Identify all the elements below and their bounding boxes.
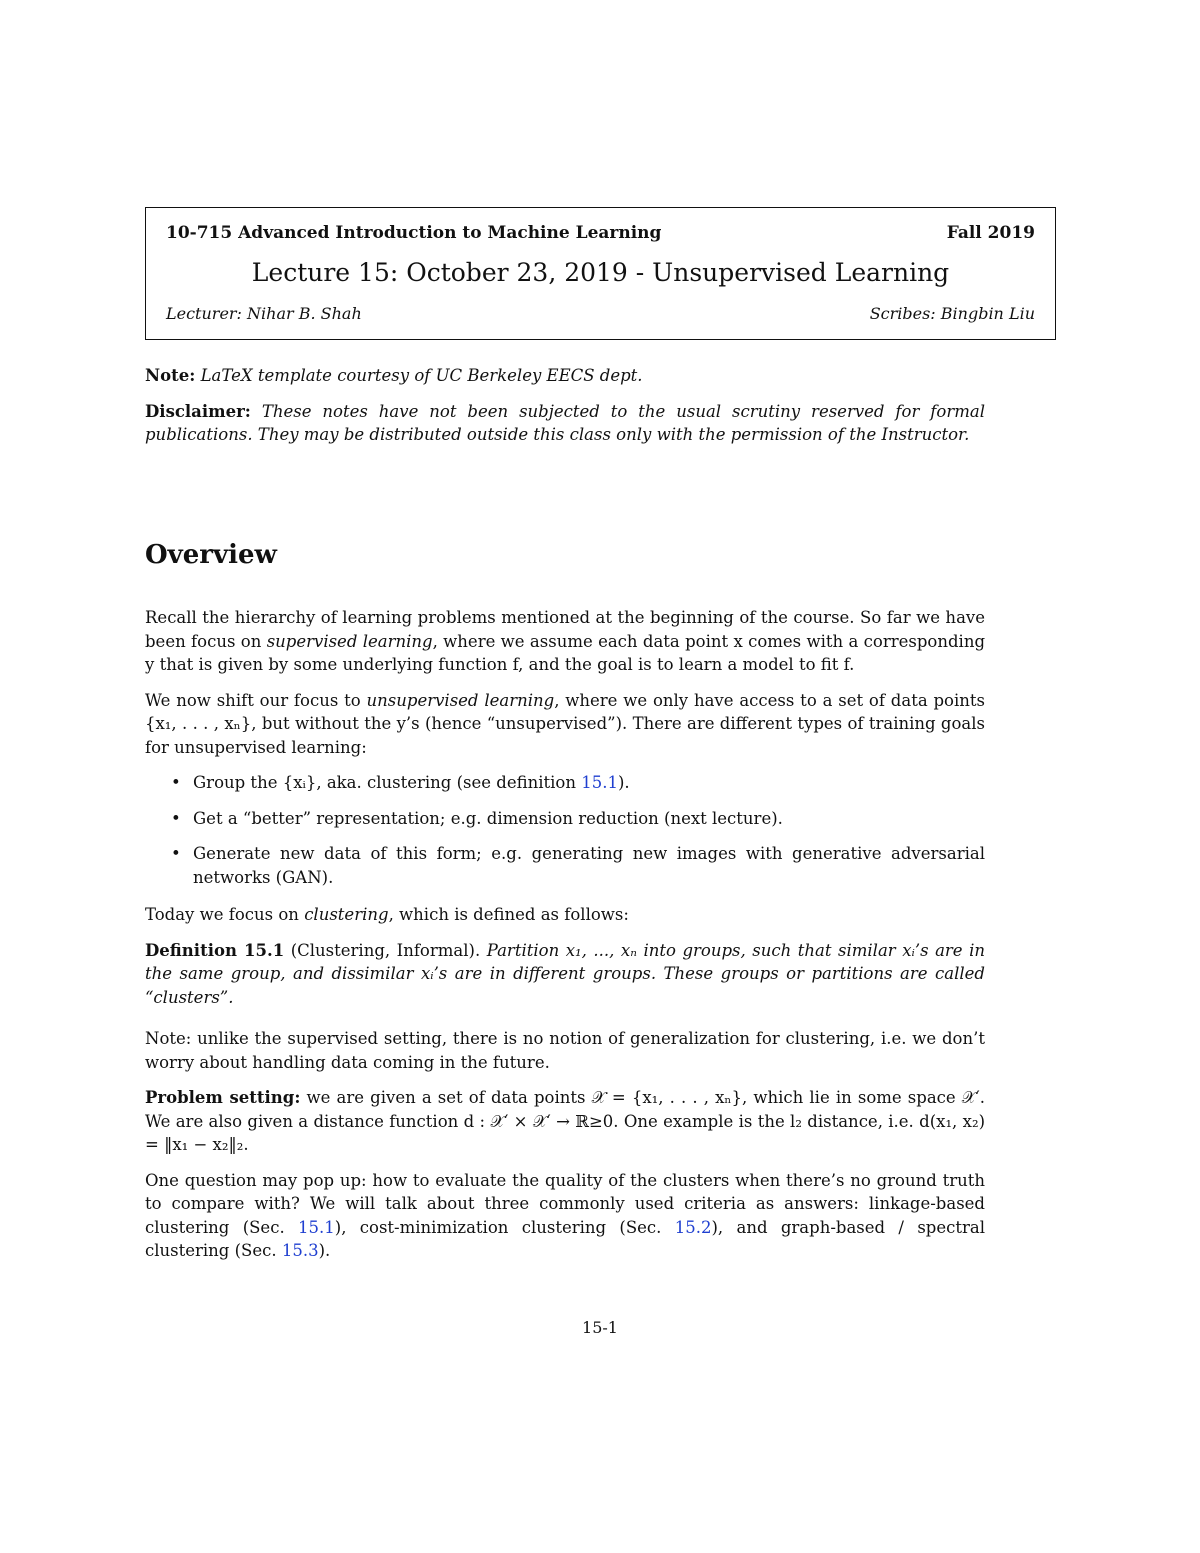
lecturer: Lecturer: Nihar B. Shah	[166, 304, 362, 323]
page-number: 15-1	[582, 1318, 618, 1337]
text-run: We now shift our focus to	[145, 690, 367, 710]
lecture-title: Lecture 15: October 23, 2019 - Unsupervised Learning	[251, 258, 950, 287]
emphasis: clustering	[304, 905, 389, 924]
definition-name: (Clustering, Informal).	[290, 940, 481, 960]
definition-label: Definition 15.1	[145, 940, 285, 960]
text-run: Generate new data of this form; e.g. generating new images with generative adversarial networks (GAN).	[193, 844, 985, 887]
list-item	[145, 842, 985, 889]
paragraph-unsupervised	[145, 689, 985, 760]
paragraph-criteria	[145, 1169, 985, 1263]
text-run: , where we only have access to a set of data points {x₁, . . . , xₙ}, but without the y’s (hence “unsupervised”). There are different types of training goals for unsupervised learning:	[145, 690, 985, 757]
bullet-icon: •	[171, 844, 181, 863]
text-run: ).	[318, 1241, 331, 1260]
note-text: LaTeX template courtesy of UC Berkeley EECS dept.	[200, 366, 643, 385]
paragraph-problem-setting	[145, 1086, 985, 1157]
emphasis: supervised learning	[266, 631, 433, 651]
disclaimer-label: Disclaimer:	[145, 401, 251, 421]
overview-body	[145, 606, 985, 1275]
bullet-icon: •	[171, 808, 181, 828]
definition-link[interactable]: 15.1	[581, 773, 618, 792]
section-title-overview: Overview	[145, 540, 277, 570]
disclaimer-text: These notes have not been subjected to the usual scrutiny reserved for formal publications. They may be distributed outside this class only with the permission of the Instructor.	[145, 401, 985, 444]
definition-text: Partition x₁, ..., xₙ into groups, such that similar xᵢ’s are in the same group, and dissimilar xᵢ’s are in different groups. These groups or partitions are called “clusters”.	[145, 940, 986, 1007]
text-run: , where we assume each data point x comes with a corresponding y that is given by some underlying function f, and the goal is to learn a model to fit f.	[145, 631, 986, 674]
note-label: Note:	[145, 366, 196, 385]
text-run: One question may pop up: how to evaluate the quality of the clusters when there’s no ground truth to compare with? We will talk about three commonly used criteria as answers: linkage-based clustering (Sec.	[145, 1170, 985, 1237]
notes-block	[145, 364, 985, 459]
emphasis: unsupervised learning	[366, 690, 555, 710]
text-run: ), and graph-based / spectral clustering (Sec.	[145, 1217, 985, 1260]
paragraph-supervised	[145, 606, 985, 677]
scribes: Scribes: Bingbin Liu	[869, 304, 1035, 323]
course-name: 10-715 Advanced Introduction to Machine Learning	[166, 223, 662, 243]
section-link-15-2[interactable]: 15.2	[674, 1217, 712, 1237]
text-run: , which is defined as follows:	[388, 905, 629, 924]
text-run: ), cost-minimization clustering (Sec.	[334, 1217, 675, 1237]
section-link-15-3[interactable]: 15.3	[281, 1241, 319, 1260]
problem-setting-label: Problem setting:	[145, 1088, 301, 1107]
note-paragraph	[145, 364, 985, 388]
list-item	[145, 807, 985, 831]
problem-setting-text: we are given a set of data points 𝒳 = {x₁, . . . , xₙ}, which lie in some space 𝒳′. We are also given a distance function d : 𝒳′ × 𝒳′ → ℝ≥0. One example is the l₂ distance, i.e. d(x₁, x₂) = ‖x₁ − x₂‖₂.	[145, 1088, 985, 1154]
paragraph-clustering-intro	[145, 903, 985, 927]
definition-block	[145, 939, 985, 1010]
text-run: Recall the hierarchy of learning problems mentioned at the beginning of the course. So far we have been focus on	[145, 608, 985, 651]
text-run: ).	[617, 773, 630, 792]
section-link-15-1[interactable]: 15.1	[298, 1217, 335, 1237]
lecture-header-box	[145, 207, 1056, 340]
text-run: Group the {xᵢ}, aka. clustering (see definition	[193, 773, 582, 792]
disclaimer-paragraph	[145, 400, 985, 447]
training-goals-list	[145, 771, 985, 889]
semester: Fall 2019	[946, 223, 1035, 243]
text-run: Get a “better” representation; e.g. dimension reduction (next lecture).	[193, 808, 783, 828]
paragraph-note-generalization: Note: unlike the supervised setting, there is no notion of generalization for clustering, i.e. we don’t worry about handling data coming in the future.	[145, 1029, 985, 1072]
list-item	[145, 771, 985, 795]
bullet-icon: •	[171, 773, 181, 792]
text-run: Today we focus on	[145, 905, 305, 924]
